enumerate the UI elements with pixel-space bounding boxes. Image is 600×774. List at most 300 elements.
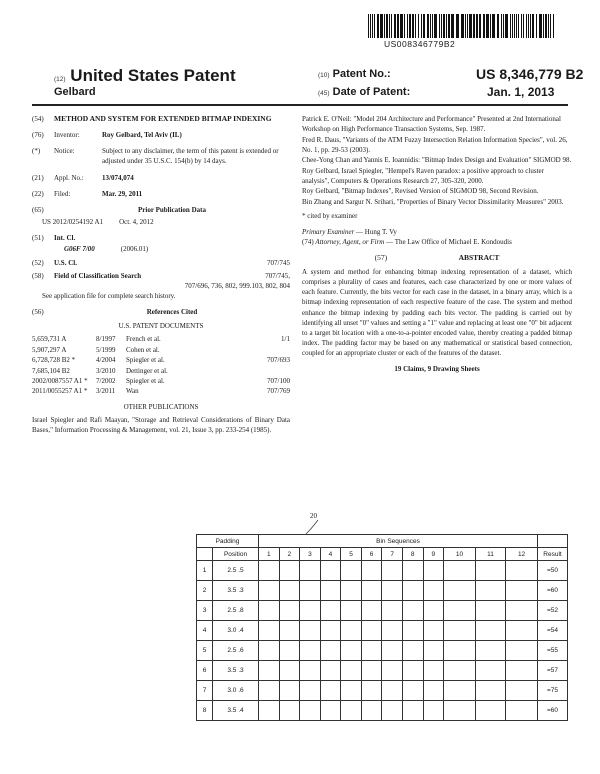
barcode-bar xyxy=(510,14,511,38)
appl-field xyxy=(32,173,290,183)
claims-count: 19 Claims, 9 Drawing Sheets xyxy=(394,365,480,374)
figure-bit-cell xyxy=(320,581,341,601)
figure-bit-cell xyxy=(341,581,362,601)
figure-row-label: 3.5 .3 xyxy=(213,661,259,681)
barcode-bar xyxy=(389,14,390,38)
invention-title: METHOD AND SYSTEM FOR EXTENDED BITMAP INDEXING xyxy=(54,114,272,123)
figure-bit-cell xyxy=(402,701,423,721)
barcode-bar xyxy=(451,14,454,38)
barcode-bar xyxy=(526,14,527,38)
us-doc-name: Spiegler et al. xyxy=(126,356,165,365)
figure-bit-cell xyxy=(382,641,403,661)
figure-bit-cell xyxy=(341,661,362,681)
barcode-bar xyxy=(479,14,481,38)
figure-bit-cell xyxy=(341,601,362,621)
patent-date: Jan. 1, 2013 xyxy=(487,85,555,99)
field-label: Notice: xyxy=(54,147,75,156)
figure-bit-cell xyxy=(259,621,280,641)
uscl-label: U.S. Cl. xyxy=(54,259,77,268)
uscl-field xyxy=(32,258,290,268)
figure-bit-cell xyxy=(361,641,382,661)
notice-value: Subject to any disclaimer, the term of this patent is extended or adjusted under 35 U.S.C. 154(b) by 14 days. xyxy=(102,147,279,166)
barcode-bar xyxy=(432,14,433,38)
figure-row xyxy=(197,601,568,621)
barcode-bar xyxy=(539,14,542,38)
figure-subhead-cell: 1 xyxy=(259,548,280,561)
barcode-bar xyxy=(501,14,502,38)
figure-row-result: =60 xyxy=(538,581,568,601)
figure-bit-cell xyxy=(444,561,476,581)
figure-row-label: 2.5 .6 xyxy=(213,641,259,661)
figure-bit-cell xyxy=(506,661,538,681)
figure-bit-cell xyxy=(341,621,362,641)
attorney: — The Law Office of Michael E. Kondoudis xyxy=(386,238,512,247)
figure-row xyxy=(197,581,568,601)
barcode-bar xyxy=(407,14,408,38)
figure-bit-cell xyxy=(361,601,382,621)
figure-bit-cell xyxy=(382,661,403,681)
figure-row-label: 3.0 .6 xyxy=(213,681,259,701)
figure-bit-cell xyxy=(423,621,444,641)
right-column xyxy=(302,114,572,374)
us-doc-name: French et al. xyxy=(126,335,161,344)
figure-bit-cell xyxy=(279,601,300,621)
figure-row-label: 3.5 .3 xyxy=(213,581,259,601)
field-num: (58) xyxy=(32,271,44,280)
patent-number: US 8,346,779 B2 xyxy=(476,66,584,82)
barcode-bar xyxy=(553,14,554,38)
figure-bit-cell xyxy=(361,561,382,581)
figure-row-id: 7 xyxy=(197,681,213,701)
figure-bit-cell xyxy=(402,681,423,701)
figure-bit-cell xyxy=(259,561,280,581)
abstract-head xyxy=(302,253,572,264)
figure-subhead-cell: 2 xyxy=(279,548,300,561)
barcode-bar xyxy=(370,14,371,38)
field-num: (76) xyxy=(32,131,44,140)
barcode-bar xyxy=(443,14,445,38)
field-num: (51) xyxy=(32,234,44,243)
barcode-bar xyxy=(518,14,519,38)
figure-bit-cell xyxy=(402,641,423,661)
figure-bit-cell xyxy=(444,641,476,661)
figure-bit-cell xyxy=(361,681,382,701)
search-value: 707/745, xyxy=(265,271,290,280)
field-num: (65) xyxy=(32,205,44,214)
search-field xyxy=(32,271,290,281)
figure-bit-cell xyxy=(341,641,362,661)
header-divider xyxy=(32,104,568,106)
barcode-bar xyxy=(441,14,442,38)
figure-bit-cell xyxy=(300,661,321,681)
inventor-surname: Gelbard xyxy=(54,86,96,98)
figure-leader-line xyxy=(196,512,574,536)
figure-bit-cell xyxy=(259,661,280,681)
figure-bit-cell xyxy=(341,681,362,701)
prior-pub: US 2012/0254192 A1 xyxy=(42,217,104,226)
barcode-bar xyxy=(421,14,422,38)
barcode-bar xyxy=(530,14,531,38)
figure-bit-cell xyxy=(423,681,444,701)
refs-field xyxy=(32,307,290,317)
figure-bit-cell xyxy=(341,561,362,581)
figure-bit-cell xyxy=(320,561,341,581)
barcode-bar xyxy=(409,14,411,38)
figure-row-id: 1 xyxy=(197,561,213,581)
barcode-bar xyxy=(532,14,534,38)
field-num: (54) xyxy=(32,115,44,123)
figure-row-id: 2 xyxy=(197,581,213,601)
figure-bit-cell xyxy=(506,701,538,721)
figure-row xyxy=(197,621,568,641)
refs-head: References Cited xyxy=(146,307,198,316)
figure-subhead-cell: 7 xyxy=(382,548,403,561)
intcl-class: G06F 7/00 xyxy=(64,245,95,254)
barcode-bar xyxy=(427,14,429,38)
barcode-bar xyxy=(394,14,396,38)
figure-bit-cell xyxy=(341,701,362,721)
figure-bit-cell xyxy=(259,681,280,701)
us-doc-date: 3/2011 xyxy=(96,387,116,396)
figure-bit-cell xyxy=(423,561,444,581)
other-ref-item: Roy Gelbard, "Bitmap Indexes", Revised Version of SIGMOD 98, Second Revision. xyxy=(302,187,539,196)
barcode-bar xyxy=(490,14,491,38)
figure-bit-cell xyxy=(300,701,321,721)
prior-pub-row xyxy=(32,217,290,227)
barcode-bar xyxy=(377,14,379,38)
figure-row-id: 4 xyxy=(197,621,213,641)
figure-bit-cell xyxy=(423,701,444,721)
figure-bit-cell xyxy=(361,581,382,601)
figure-subhead-cell: 5 xyxy=(341,548,362,561)
intcl-label: Int. Cl. xyxy=(54,234,76,243)
figure-bit-cell xyxy=(279,641,300,661)
cited-by: * cited by examiner xyxy=(302,211,358,220)
figure-subhead-cell: Position xyxy=(213,548,259,561)
figure-bit-cell xyxy=(279,621,300,641)
barcode-bar xyxy=(465,14,466,38)
barcode-bar xyxy=(516,14,517,38)
examiner-label: Primary Examiner xyxy=(302,227,355,236)
barcode-bar xyxy=(469,14,472,38)
figure-bit-cell xyxy=(475,601,505,621)
figure-head-bin: Bin Sequences xyxy=(259,535,538,548)
barcode-bar xyxy=(528,14,529,38)
us-doc-cls xyxy=(260,366,290,376)
figure-bit-cell xyxy=(300,681,321,701)
figure-row xyxy=(197,701,568,721)
figure-bit-cell xyxy=(506,581,538,601)
figure-subhead-cell: Result xyxy=(538,548,568,561)
other-pub: Israel Spiegler and Rafi Maayan, "Storage and Retrieval Considerations of Binary Data Bases," Information Processing & Management, vol. 21, Issue 3, pp. 233-254 (1985). xyxy=(32,415,290,434)
barcode-bar xyxy=(467,14,468,38)
figure-bit-cell xyxy=(300,581,321,601)
figure-bit-cell xyxy=(423,641,444,661)
barcode-bar xyxy=(473,14,475,38)
figure-bit-cell xyxy=(320,661,341,681)
examiner-row xyxy=(302,227,572,237)
us-doc-no: 7,685,104 B2 xyxy=(32,366,70,375)
figure-bit-cell xyxy=(300,561,321,581)
abstract-text: A system and method for enhancing bitmap indexing representation of a dataset, which comprises a plurality of cases and features, each case characterized by one or more values of each feature. Currently, the bits vector for each case in the dataset, in a binary array, which is a bitmap indexing representation of each respective feature of the case. The system and method enhance the bitmap indexing by padding each bits vector. The padding is carried out by identifying all unset "0" values and setting a "1" value and replacing at least one "0" bit adjacent to a target bit location with a one-to-a-pointer encoded value, thereby creating a padded bitmap index. The padding factor may be based on any mathematical or statistical based connection, coupled for an appropriate cluster or each of the features of the dataset. xyxy=(302,268,572,358)
figure-head-padding: Padding xyxy=(197,535,259,548)
figure-table xyxy=(196,534,568,721)
figure-bit-cell xyxy=(506,601,538,621)
figure-bit-cell xyxy=(444,581,476,601)
barcode-bar xyxy=(446,14,447,38)
figure-subhead-blank xyxy=(197,548,213,561)
figure-bit-cell xyxy=(300,641,321,661)
barcode-bar xyxy=(415,14,416,38)
patent-no-label xyxy=(318,68,391,80)
filed-value: Mar. 29, 2011 xyxy=(102,189,143,198)
other-ref-item: Patrick E. O'Neil: "Model 204 Architecture and Performance" Presented at 2nd International Workshop on High Performance Transaction Systems, Sep. 1987. xyxy=(302,115,561,134)
intcl-row xyxy=(32,244,290,254)
figure-bit-cell xyxy=(475,581,505,601)
figure-subhead-cell: 9 xyxy=(423,548,444,561)
other-ref-item: Bin Zhang and Sargur N. Srihari, "Properties of Binary Vector Dissimilarity Measures" 2003. xyxy=(302,197,564,206)
us-doc-cls: 707/769 xyxy=(267,387,290,396)
intcl-year: (2006.01) xyxy=(120,245,149,254)
us-doc-date: 4/2004 xyxy=(96,356,116,365)
barcode-bar xyxy=(418,14,419,38)
patent-no-label-text: Patent No.: xyxy=(332,68,391,80)
us-doc-cls: 707/693 xyxy=(267,356,290,365)
figure-bit-cell xyxy=(402,581,423,601)
attorney-label: Attorney, Agent, or Firm xyxy=(315,238,385,247)
figure-subhead-cell: 3 xyxy=(300,548,321,561)
barcode-bar xyxy=(514,14,515,38)
figure-row-result: =50 xyxy=(538,561,568,581)
patent-figure xyxy=(196,512,574,752)
figure-bit-cell xyxy=(382,561,403,581)
barcode-bar xyxy=(386,14,388,38)
figure-row-label: 2.5 .8 xyxy=(213,601,259,621)
figure-row-id: 5 xyxy=(197,641,213,661)
other-ref-item: Fred R. Daus, "Variants of the ATM Fuzzy Intersection Relation Information Species", vol. 26, No. 1, pp. 29-53 (2003). xyxy=(302,135,568,154)
other-head: OTHER PUBLICATIONS xyxy=(123,402,199,411)
patent-no-code: (10) xyxy=(318,72,330,79)
barcode-bar xyxy=(492,14,495,38)
figure-bit-cell xyxy=(279,661,300,681)
search-label: Field of Classification Search xyxy=(54,271,142,280)
barcode-bar xyxy=(486,14,489,38)
us-doc-row xyxy=(32,366,290,376)
inventor-value: Roy Gelbard, Tel Aviv (IL) xyxy=(102,131,182,140)
figure-bit-cell xyxy=(475,561,505,581)
us-doc-date: 8/1997 xyxy=(96,335,116,344)
figure-bit-cell xyxy=(320,641,341,661)
abstract-title: ABSTRACT xyxy=(458,253,500,263)
us-doc-date: 5/1999 xyxy=(96,345,116,354)
barcode-bar xyxy=(439,14,440,38)
other-ref-item: Chee-Yong Chan and Yannis E. Ioannidis: "Bitmap Index Design and Evaluation" SIGMOD 98. xyxy=(302,156,572,165)
figure-bit-cell xyxy=(402,601,423,621)
field-num: (21) xyxy=(32,173,44,182)
figure-row-label: 2.5 .5 xyxy=(213,561,259,581)
attorney-num: (74) xyxy=(302,238,314,247)
figure-head-row xyxy=(197,535,568,548)
barcode-bar xyxy=(374,14,375,38)
figure-bit-cell xyxy=(259,601,280,621)
search-see: See application file for complete search history. xyxy=(42,291,176,300)
barcode-bar xyxy=(503,14,504,38)
figure-bit-cell xyxy=(259,641,280,661)
barcode-bar xyxy=(368,14,369,38)
field-num: (52) xyxy=(32,259,44,268)
figure-bit-cell xyxy=(382,601,403,621)
us-doc-cls xyxy=(260,345,290,355)
us-doc-name: Wan xyxy=(126,387,139,396)
uscl-value: 707/745 xyxy=(267,259,290,268)
figure-bit-cell xyxy=(506,681,538,701)
figure-row-id: 8 xyxy=(197,701,213,721)
figure-bit-cell xyxy=(423,661,444,681)
barcode-bar xyxy=(404,14,405,38)
prior-date: Oct. 4, 2012 xyxy=(119,217,154,226)
figure-bit-cell xyxy=(506,561,538,581)
figure-row-label: 3.5 .4 xyxy=(213,701,259,721)
figure-bit-cell xyxy=(423,581,444,601)
figure-bit-cell xyxy=(475,681,505,701)
field-num: (22) xyxy=(32,189,44,198)
figure-row-result: =60 xyxy=(538,701,568,721)
filed-field xyxy=(32,189,290,199)
us-docs-head: U.S. PATENT DOCUMENTS xyxy=(118,322,204,331)
figure-bit-cell xyxy=(382,581,403,601)
figure-row xyxy=(197,661,568,681)
figure-row-result: =54 xyxy=(538,621,568,641)
barcode-bar xyxy=(505,14,508,38)
field-label: Appl. No.: xyxy=(54,173,84,182)
figure-subhead-cell: 8 xyxy=(402,548,423,561)
barcode-bar xyxy=(550,14,551,38)
other-refs-list xyxy=(302,114,572,207)
figure-bit-cell xyxy=(475,701,505,721)
figure-head-blank xyxy=(538,535,568,548)
figure-row-result: =57 xyxy=(538,661,568,681)
figure-bit-cell xyxy=(402,621,423,641)
figure-row-id: 6 xyxy=(197,661,213,681)
figure-row-result: =55 xyxy=(538,641,568,661)
barcode-bar xyxy=(548,14,549,38)
us-doc-row xyxy=(32,345,290,355)
figure-row xyxy=(197,681,568,701)
barcode-number: US008346779B2 xyxy=(384,39,456,49)
figure-row-result: =52 xyxy=(538,601,568,621)
barcode xyxy=(368,14,558,38)
figure-bit-cell xyxy=(475,641,505,661)
abstract-num: (57) xyxy=(374,253,388,263)
inventor-field xyxy=(32,130,290,140)
figure-bit-cell xyxy=(361,661,382,681)
barcode-bar xyxy=(536,14,537,38)
figure-bit-cell xyxy=(382,621,403,641)
figure-bit-cell xyxy=(382,681,403,701)
figure-bit-cell xyxy=(279,701,300,721)
barcode-bar xyxy=(483,14,485,38)
figure-bit-cell xyxy=(444,601,476,621)
figure-bit-cell xyxy=(320,681,341,701)
figure-bit-cell xyxy=(320,601,341,621)
barcode-bar xyxy=(523,14,524,38)
figure-bit-cell xyxy=(300,621,321,641)
barcode-bar xyxy=(384,14,385,38)
us-doc-row xyxy=(32,355,290,365)
prior-head: Prior Publication Data xyxy=(138,205,206,214)
us-doc-cls: 707/100 xyxy=(267,377,290,385)
figure-bit-cell xyxy=(320,701,341,721)
us-doc-name: Cohen et al. xyxy=(126,345,160,354)
figure-bit-cell xyxy=(279,581,300,601)
field-label: Filed: xyxy=(54,189,71,198)
figure-row-result: =75 xyxy=(538,681,568,701)
figure-ref-num: 20 xyxy=(310,512,317,520)
barcode-bar xyxy=(397,14,399,38)
country: United States Patent xyxy=(70,66,236,85)
us-doc-date: 7/2002 xyxy=(96,377,116,385)
figure-bit-cell xyxy=(475,621,505,641)
barcode-bar xyxy=(461,14,464,38)
figure-row-label: 3.0 .4 xyxy=(213,621,259,641)
figure-bit-cell xyxy=(506,641,538,661)
title-field xyxy=(32,114,290,124)
patent-country-title xyxy=(54,66,236,86)
us-doc-name: Dettinger et al. xyxy=(126,366,168,375)
figure-bit-cell xyxy=(279,681,300,701)
figure-subhead-cell: 4 xyxy=(320,548,341,561)
intcl-field xyxy=(32,233,290,243)
barcode-bar xyxy=(545,14,547,38)
barcode-bar xyxy=(372,14,373,38)
country-code: (12) xyxy=(54,76,66,83)
other-ref-item: Roy Gelbard, Israel Spiegler, "Hempel's Raven paradox: a positive approach to cluster analysis", Computers & Operations Research 27, 305-320, 2000. xyxy=(302,166,544,185)
figure-subhead-row xyxy=(197,548,568,561)
figure-subhead-cell: 11 xyxy=(475,548,505,561)
barcode-bar xyxy=(412,14,414,38)
barcode-bar xyxy=(476,14,478,38)
figure-row xyxy=(197,561,568,581)
date-label xyxy=(318,86,410,98)
us-doc-no: 2002/0087557 A1 * xyxy=(32,377,88,385)
us-doc-row xyxy=(32,334,290,344)
figure-bit-cell xyxy=(423,601,444,621)
figure-bit-cell xyxy=(475,661,505,681)
barcode-bar xyxy=(430,14,431,38)
barcode-bar xyxy=(512,14,513,38)
figure-bit-cell xyxy=(402,661,423,681)
barcode-bar xyxy=(497,14,499,38)
barcode-bar xyxy=(521,14,522,38)
us-doc-no: 5,907,297 A xyxy=(32,345,67,354)
field-label: Inventor: xyxy=(54,131,80,140)
barcode-bar xyxy=(434,14,437,38)
us-doc-no: 6,728,728 B2 * xyxy=(32,356,76,365)
figure-bit-cell xyxy=(506,621,538,641)
us-doc-date: 3/2010 xyxy=(96,366,116,375)
notice-field xyxy=(32,146,290,166)
figure-bit-cell xyxy=(361,701,382,721)
us-doc-row xyxy=(32,386,290,396)
prior-field xyxy=(32,205,290,215)
figure-bit-cell xyxy=(444,661,476,681)
barcode-bar xyxy=(543,14,544,38)
figure-bit-cell xyxy=(320,621,341,641)
figure-bit-cell xyxy=(444,621,476,641)
examiner: — Hung T. Vy xyxy=(356,227,397,236)
figure-bit-cell xyxy=(444,701,476,721)
appl-value: 13/074,074 xyxy=(102,173,134,182)
